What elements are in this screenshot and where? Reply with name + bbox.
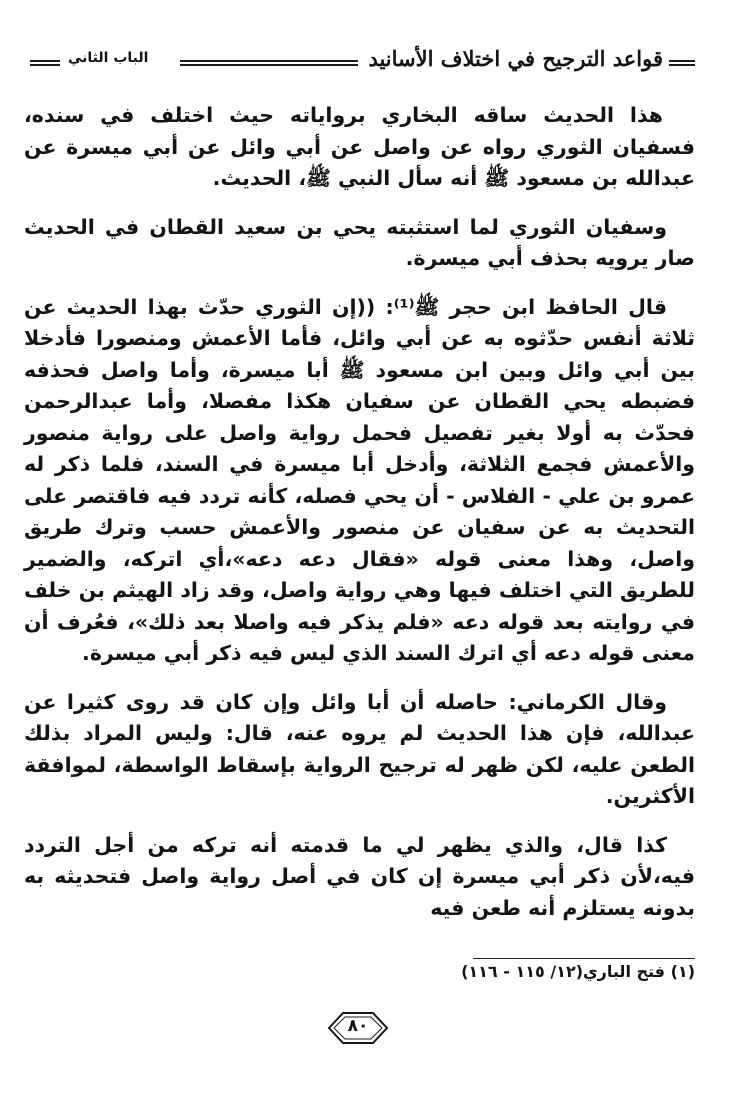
paragraph: كذا قال، والذي يظهر لي ما قدمته أنه تركه من أجل التردد فيه،لأن ذكر أبي ميسرة إن كان في أصل رواية واصل فتحديثه به بدونه يستلزم أنه طعن فيه (24, 832, 695, 920)
main-text (24, 100, 695, 941)
footnote: (١) فتح الباري(١٢/ ١١٥ - ١١٦) (461, 962, 695, 981)
running-header (30, 44, 695, 80)
footnote-divider (473, 958, 695, 959)
header-ornament-right (669, 60, 695, 66)
page-number-ornament (325, 1010, 391, 1046)
header-rule (180, 60, 358, 66)
paragraph: قال الحافظ ابن حجر ﷺ⁽¹⁾: ((إن الثوري حدّث بهذا الحديث عن ثلاثة أنفس حدّثوه به عن أبي وائل، فأما الأعمش ومنصورا فأدخلا بين أبي وائل وبين ابن مسعود ﷺ أبا ميسرة، وأما واصل فحذفه فضبطه يحي القطان عن سفيان هكذا مفصلا، وأما عبدالرحمن فحدّث به أولا بغير تفصيل فحمل رواية واصل على رواية منصور والأعمش فجمع الثلاثة، وأدخل أبا ميسرة في السند، فلما ذكر له عمرو بن علي - الفلاس - أن يحي فصله، كأنه تردد فيه فاقتصر على التحديث به عن سفيان عن منصور والأعمش حسب وترك طريق واصل، وهذا معنى قوله «فقال دعه دعه»،أي اتركه، والضمير للطريق التي اختلف فيها وهي رواية واصل، وقد زاد الهيثم بن خلف في روايته بعد قوله دعه «فلم يذكر فيه واصلا بعد ذلك»، فعُرف أن معنى قوله دعه أي اترك السند الذي ليس فيه ذكر أبي ميسرة. (24, 294, 695, 665)
header-ornament-left (30, 60, 60, 66)
paragraph: هذا الحديث ساقه البخاري برواياته حيث اختلف في سنده، فسفيان الثوري رواه عن واصل عن أبي وائل عن أبي ميسرة عن عبدالله بن مسعود ﷺ أنه سأل النبي ﷺ، الحديث. (24, 103, 695, 190)
book-title: قواعد الترجيح في اختلاف الأسانيد (368, 46, 663, 71)
page-number: ٨٠ (347, 1016, 369, 1036)
chapter-label: الباب الثاني (68, 50, 149, 66)
paragraph: وسفيان الثوري لما استثبته يحي بن سعيد القطان في الحديث صار يرويه بحذف أبي ميسرة. (24, 214, 695, 270)
paragraph: وقال الكرماني: حاصله أن أبا وائل وإن كان قد روى كثيرا عن عبدالله، فإن هذا الحديث لم يروه عنه، قال: وليس المراد بذلك الطعن عليه، لكن ظهر له ترجيح الرواية بإسقاط الواسطة، لموافقة الأكثرين. (24, 689, 695, 808)
